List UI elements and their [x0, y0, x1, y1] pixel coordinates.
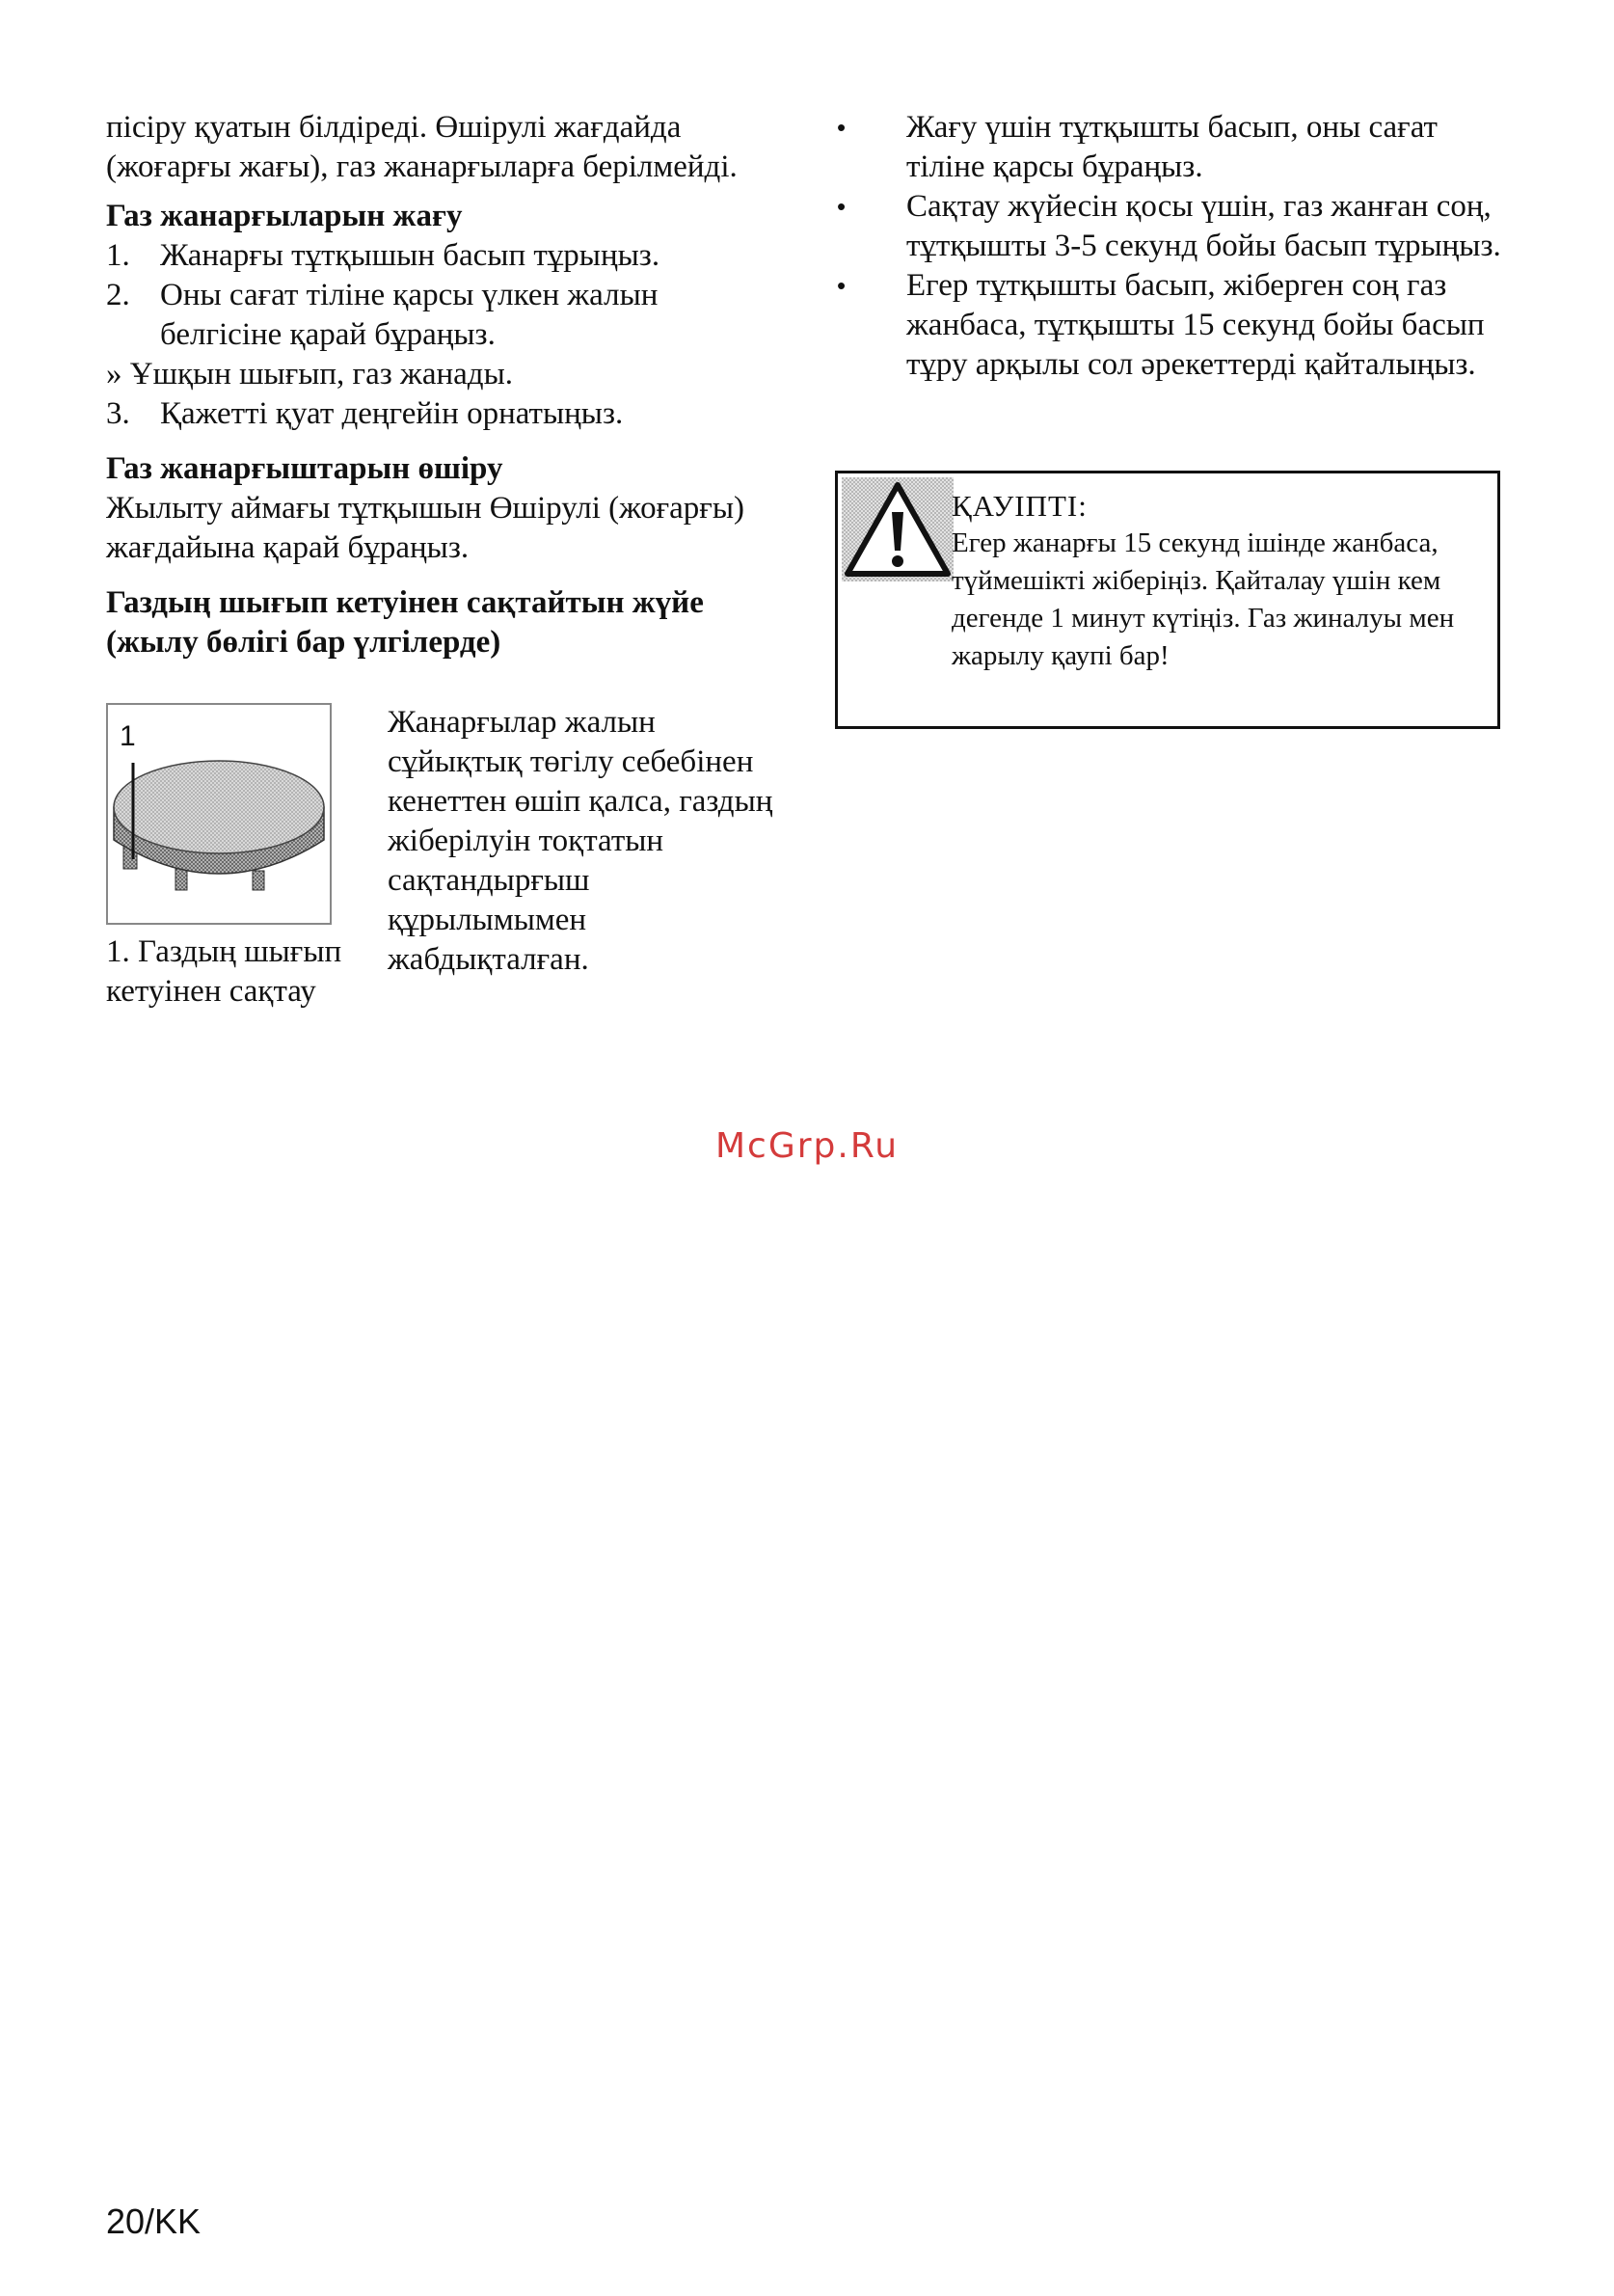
burner-figure [106, 703, 332, 925]
safety-section [106, 583, 781, 1060]
ignite-steps-continued [106, 394, 781, 434]
step-result: » Ұшқын шығып, газ жанады. [106, 357, 513, 392]
right-column [829, 108, 1523, 385]
watermark: McGrp.Ru [714, 1126, 900, 1166]
bullet-text: Сақтау жүйесін қосы үшін, газ жанған соң, тұтқышты 3-5 секунд бойы басып тұрыңыз. [906, 189, 1501, 263]
step-text: Қажетті қуат деңгейін орнатыңыз. [160, 396, 624, 431]
figure-caption: 1. Газдың шығып кетуінен сақтау [106, 934, 342, 1009]
list-item [106, 394, 781, 434]
list-item [829, 187, 1523, 266]
off-heading: Газ жанарғыштарын өшіру [106, 451, 503, 486]
safety-bullets [829, 108, 1523, 385]
page-number: 20/KK [106, 2201, 202, 2241]
burner-illustration [108, 705, 330, 923]
list-item [106, 236, 781, 276]
warning-title: ҚАУІПТІ: [952, 489, 1088, 523]
step-text: Оны сағат тіліне қарсы үлкен жалын белгісіне қарай бұраңыз. [160, 278, 659, 352]
step-text: Жанарғы тұтқышын басып тұрыңыз. [160, 238, 660, 273]
list-item [106, 276, 781, 355]
ignite-heading: Газ жанарғыларын жағу [106, 199, 463, 233]
list-item [829, 108, 1523, 187]
left-column [106, 108, 781, 1060]
bullet-text: Егер тұтқышты басып, жіберген соң газ жанбаса, тұтқышты 15 секунд бойы басып тұру арқылы сол әрекеттерді қайталыңыз. [906, 268, 1485, 382]
off-section [106, 449, 781, 568]
bullet-icon: • [837, 271, 847, 300]
step-number: 3. [106, 396, 130, 431]
safety-figure-row [106, 703, 781, 1060]
safety-text: Жанарғылар жалын сұйықтық төгілу себебінен кенеттен өшіп қалса, газдың жіберілуін тоқтатын сақтандырғыш құрылымымен жабдықталған. [388, 705, 773, 977]
list-item [829, 266, 1523, 385]
warning-triangle-icon [842, 477, 954, 581]
warning-box [835, 471, 1500, 729]
safety-heading: Газдың шығып кетуінен сақтайтын жүйе (жылу бөлігі бар үлгілерде) [106, 585, 704, 660]
bullet-text: Жағу үшін тұтқышты басып, оны сағат тіліне қарсы бұраңыз. [906, 110, 1438, 184]
warning-body [952, 487, 1492, 675]
bullet-icon: • [837, 113, 847, 142]
figure-callout-number: 1 [120, 720, 136, 752]
bullet-icon: • [837, 192, 847, 221]
ignite-section [106, 197, 781, 434]
step-number: 2. [106, 278, 130, 312]
step-number: 1. [106, 238, 130, 273]
intro-paragraph: пісіру қуатын білдіреді. Өшірулі жағдайда (жоғарғы жағы), газ жанарғыларға берілмейді. [106, 110, 738, 184]
ignite-steps [106, 236, 781, 355]
off-text: Жылыту аймағы тұтқышын Өшірулі (жоғарғы) жағдайына қарай бұраңыз. [106, 491, 744, 565]
warning-text: Егер жанарғы 15 секунд ішінде жанбаса, түймешікті жіберіңіз. Қайталау үшін кем дегенде 1 минут күтіңіз. Газ жиналуы мен жарылу қаупі бар! [952, 527, 1455, 671]
